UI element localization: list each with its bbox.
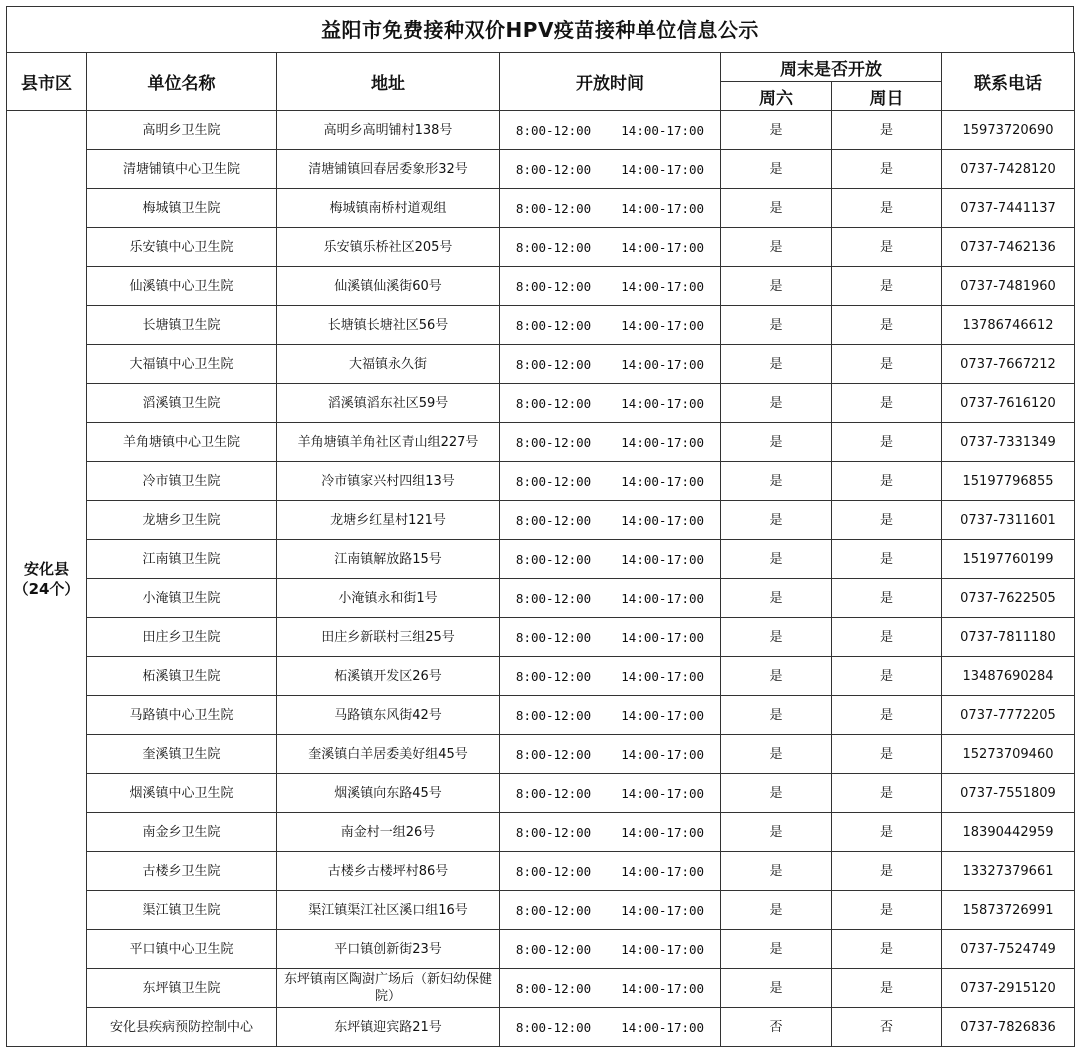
sunday-open-cell: 是 [832, 696, 942, 735]
sunday-open-cell: 是 [832, 150, 942, 189]
opening-hours-cell: 8:00-12:00 14:00-17:00 [500, 735, 721, 774]
opening-hours-cell: 8:00-12:00 14:00-17:00 [500, 501, 721, 540]
opening-hours-cell: 8:00-12:00 14:00-17:00 [500, 579, 721, 618]
sunday-open-cell: 是 [832, 267, 942, 306]
phone-cell: 13487690284 [942, 657, 1075, 696]
phone-cell: 0737-7481960 [942, 267, 1075, 306]
unit-name-cell: 渠江镇卫生院 [87, 891, 277, 930]
sunday-open-cell: 是 [832, 579, 942, 618]
table-row [7, 852, 1075, 891]
opening-hours-cell: 8:00-12:00 14:00-17:00 [500, 267, 721, 306]
phone-cell: 0737-7311601 [942, 501, 1075, 540]
unit-name-cell: 龙塘乡卫生院 [87, 501, 277, 540]
saturday-open-cell: 是 [721, 540, 832, 579]
header-saturday: 周六 [721, 82, 832, 111]
unit-name-cell: 马路镇中心卫生院 [87, 696, 277, 735]
saturday-open-cell: 是 [721, 228, 832, 267]
unit-name-cell: 高明乡卫生院 [87, 111, 277, 150]
address-cell: 乐安镇乐桥社区205号 [277, 228, 500, 267]
opening-hours-cell: 8:00-12:00 14:00-17:00 [500, 540, 721, 579]
table-row [7, 423, 1075, 462]
sunday-open-cell: 是 [832, 306, 942, 345]
address-cell: 东坪镇迎宾路21号 [277, 1008, 500, 1047]
unit-name-cell: 奎溪镇卫生院 [87, 735, 277, 774]
unit-name-cell: 仙溪镇中心卫生院 [87, 267, 277, 306]
saturday-open-cell: 是 [721, 891, 832, 930]
sunday-open-cell: 是 [832, 189, 942, 228]
address-cell: 江南镇解放路15号 [277, 540, 500, 579]
sunday-open-cell: 是 [832, 228, 942, 267]
sunday-open-cell: 是 [832, 345, 942, 384]
table-row [7, 1008, 1075, 1047]
sunday-open-cell: 是 [832, 891, 942, 930]
sunday-open-cell: 是 [832, 540, 942, 579]
saturday-open-cell: 是 [721, 774, 832, 813]
address-cell: 马路镇东风街42号 [277, 696, 500, 735]
sunday-open-cell: 是 [832, 501, 942, 540]
address-cell: 高明乡高明铺村138号 [277, 111, 500, 150]
unit-name-cell: 大福镇中心卫生院 [87, 345, 277, 384]
vaccination-sites-table [6, 52, 1075, 1047]
opening-hours-cell: 8:00-12:00 14:00-17:00 [500, 852, 721, 891]
unit-name-cell: 平口镇中心卫生院 [87, 930, 277, 969]
table-row [7, 696, 1075, 735]
opening-hours-cell: 8:00-12:00 14:00-17:00 [500, 618, 721, 657]
table-row [7, 735, 1075, 774]
phone-cell: 13786746612 [942, 306, 1075, 345]
phone-cell: 0737-7811180 [942, 618, 1075, 657]
saturday-open-cell: 是 [721, 813, 832, 852]
table-row [7, 384, 1075, 423]
unit-name-cell: 滔溪镇卫生院 [87, 384, 277, 423]
sunday-open-cell: 是 [832, 735, 942, 774]
sunday-open-cell: 是 [832, 969, 942, 1008]
saturday-open-cell: 是 [721, 657, 832, 696]
table-row [7, 540, 1075, 579]
table-row [7, 813, 1075, 852]
document-page [6, 6, 1074, 1047]
unit-name-cell: 冷市镇卫生院 [87, 462, 277, 501]
unit-name-cell: 乐安镇中心卫生院 [87, 228, 277, 267]
address-cell: 龙塘乡红星村121号 [277, 501, 500, 540]
county-cell [7, 111, 87, 1047]
saturday-open-cell: 是 [721, 267, 832, 306]
phone-cell: 15197760199 [942, 540, 1075, 579]
opening-hours-cell: 8:00-12:00 14:00-17:00 [500, 1008, 721, 1047]
saturday-open-cell: 否 [721, 1008, 832, 1047]
table-row [7, 969, 1075, 1008]
header-phone: 联系电话 [942, 53, 1075, 111]
table-row [7, 150, 1075, 189]
unit-name-cell: 小淹镇卫生院 [87, 579, 277, 618]
address-cell: 柘溪镇开发区26号 [277, 657, 500, 696]
phone-cell: 0737-7772205 [942, 696, 1075, 735]
sunday-open-cell: 是 [832, 657, 942, 696]
opening-hours-cell: 8:00-12:00 14:00-17:00 [500, 150, 721, 189]
saturday-open-cell: 是 [721, 852, 832, 891]
unit-name-cell: 羊角塘镇中心卫生院 [87, 423, 277, 462]
sunday-open-cell: 是 [832, 384, 942, 423]
table-row [7, 462, 1075, 501]
opening-hours-cell: 8:00-12:00 14:00-17:00 [500, 969, 721, 1008]
header-weekend-open: 周末是否开放 [721, 53, 942, 82]
opening-hours-cell: 8:00-12:00 14:00-17:00 [500, 774, 721, 813]
sunday-open-cell: 是 [832, 852, 942, 891]
address-cell: 长塘镇长塘社区56号 [277, 306, 500, 345]
sunday-open-cell: 是 [832, 930, 942, 969]
table-row [7, 228, 1075, 267]
saturday-open-cell: 是 [721, 696, 832, 735]
unit-name-cell: 长塘镇卫生院 [87, 306, 277, 345]
address-cell: 仙溪镇仙溪街60号 [277, 267, 500, 306]
unit-name-cell: 安化县疾病预防控制中心 [87, 1008, 277, 1047]
header-unit-name: 单位名称 [87, 53, 277, 111]
saturday-open-cell: 是 [721, 189, 832, 228]
opening-hours-cell: 8:00-12:00 14:00-17:00 [500, 462, 721, 501]
phone-cell: 0737-7622505 [942, 579, 1075, 618]
address-cell: 滔溪镇滔东社区59号 [277, 384, 500, 423]
address-cell: 烟溪镇向东路45号 [277, 774, 500, 813]
table-row [7, 930, 1075, 969]
saturday-open-cell: 是 [721, 735, 832, 774]
saturday-open-cell: 是 [721, 306, 832, 345]
address-cell: 田庄乡新联村三组25号 [277, 618, 500, 657]
unit-name-cell: 烟溪镇中心卫生院 [87, 774, 277, 813]
opening-hours-cell: 8:00-12:00 14:00-17:00 [500, 891, 721, 930]
saturday-open-cell: 是 [721, 462, 832, 501]
saturday-open-cell: 是 [721, 579, 832, 618]
opening-hours-cell: 8:00-12:00 14:00-17:00 [500, 813, 721, 852]
opening-hours-cell: 8:00-12:00 14:00-17:00 [500, 930, 721, 969]
opening-hours-cell: 8:00-12:00 14:00-17:00 [500, 657, 721, 696]
opening-hours-cell: 8:00-12:00 14:00-17:00 [500, 306, 721, 345]
header-opening-hours: 开放时间 [500, 53, 721, 111]
phone-cell: 0737-7331349 [942, 423, 1075, 462]
opening-hours-cell: 8:00-12:00 14:00-17:00 [500, 111, 721, 150]
opening-hours-cell: 8:00-12:00 14:00-17:00 [500, 228, 721, 267]
phone-cell: 0737-7462136 [942, 228, 1075, 267]
phone-cell: 0737-7441137 [942, 189, 1075, 228]
saturday-open-cell: 是 [721, 618, 832, 657]
unit-name-cell: 古楼乡卫生院 [87, 852, 277, 891]
address-cell: 大福镇永久街 [277, 345, 500, 384]
phone-cell: 15273709460 [942, 735, 1075, 774]
unit-name-cell: 南金乡卫生院 [87, 813, 277, 852]
saturday-open-cell: 是 [721, 384, 832, 423]
header-address: 地址 [277, 53, 500, 111]
address-cell: 东坪镇南区陶澍广场后（新妇幼保健院） [277, 969, 500, 1008]
saturday-open-cell: 是 [721, 150, 832, 189]
address-cell: 梅城镇南桥村道观组 [277, 189, 500, 228]
sunday-open-cell: 是 [832, 462, 942, 501]
phone-cell: 15873726991 [942, 891, 1075, 930]
phone-cell: 13327379661 [942, 852, 1075, 891]
table-row [7, 579, 1075, 618]
county-name: 安化县 [23, 559, 69, 578]
unit-name-cell: 江南镇卫生院 [87, 540, 277, 579]
phone-cell: 0737-2915120 [942, 969, 1075, 1008]
header-county: 县市区 [7, 53, 87, 111]
address-cell: 清塘铺镇回春居委象形32号 [277, 150, 500, 189]
opening-hours-cell: 8:00-12:00 14:00-17:00 [500, 423, 721, 462]
phone-cell: 0737-7826836 [942, 1008, 1075, 1047]
opening-hours-cell: 8:00-12:00 14:00-17:00 [500, 384, 721, 423]
unit-name-cell: 东坪镇卫生院 [87, 969, 277, 1008]
sunday-open-cell: 是 [832, 774, 942, 813]
unit-name-cell: 梅城镇卫生院 [87, 189, 277, 228]
sunday-open-cell: 是 [832, 423, 942, 462]
phone-cell: 0737-7551809 [942, 774, 1075, 813]
phone-cell: 15973720690 [942, 111, 1075, 150]
address-cell: 渠江镇渠江社区溪口组16号 [277, 891, 500, 930]
table-row [7, 267, 1075, 306]
header-row [7, 53, 1075, 82]
sunday-open-cell: 是 [832, 111, 942, 150]
table-row [7, 306, 1075, 345]
phone-cell: 18390442959 [942, 813, 1075, 852]
opening-hours-cell: 8:00-12:00 14:00-17:00 [500, 189, 721, 228]
address-cell: 羊角塘镇羊角社区青山组227号 [277, 423, 500, 462]
opening-hours-cell: 8:00-12:00 14:00-17:00 [500, 696, 721, 735]
address-cell: 南金村一组26号 [277, 813, 500, 852]
sunday-open-cell: 是 [832, 618, 942, 657]
table-row [7, 618, 1075, 657]
opening-hours-cell: 8:00-12:00 14:00-17:00 [500, 345, 721, 384]
sunday-open-cell: 否 [832, 1008, 942, 1047]
address-cell: 冷市镇家兴村四组13号 [277, 462, 500, 501]
phone-cell: 0737-7616120 [942, 384, 1075, 423]
saturday-open-cell: 是 [721, 501, 832, 540]
table-row [7, 111, 1075, 150]
saturday-open-cell: 是 [721, 969, 832, 1008]
address-cell: 平口镇创新街23号 [277, 930, 500, 969]
page-title: 益阳市免费接种双价HPV疫苗接种单位信息公示 [6, 6, 1074, 52]
phone-cell: 15197796855 [942, 462, 1075, 501]
table-row [7, 891, 1075, 930]
saturday-open-cell: 是 [721, 345, 832, 384]
saturday-open-cell: 是 [721, 930, 832, 969]
address-cell: 古楼乡古楼坪村86号 [277, 852, 500, 891]
address-cell: 小淹镇永和街1号 [277, 579, 500, 618]
table-row [7, 657, 1075, 696]
table-row [7, 501, 1075, 540]
saturday-open-cell: 是 [721, 111, 832, 150]
table-row [7, 189, 1075, 228]
phone-cell: 0737-7524749 [942, 930, 1075, 969]
table-body [7, 111, 1075, 1047]
county-count: （24个） [13, 579, 80, 598]
table-row [7, 345, 1075, 384]
unit-name-cell: 清塘铺镇中心卫生院 [87, 150, 277, 189]
phone-cell: 0737-7667212 [942, 345, 1075, 384]
sunday-open-cell: 是 [832, 813, 942, 852]
unit-name-cell: 田庄乡卫生院 [87, 618, 277, 657]
saturday-open-cell: 是 [721, 423, 832, 462]
unit-name-cell: 柘溪镇卫生院 [87, 657, 277, 696]
address-cell: 奎溪镇白羊居委美好组45号 [277, 735, 500, 774]
header-sunday: 周日 [832, 82, 942, 111]
table-row [7, 774, 1075, 813]
phone-cell: 0737-7428120 [942, 150, 1075, 189]
